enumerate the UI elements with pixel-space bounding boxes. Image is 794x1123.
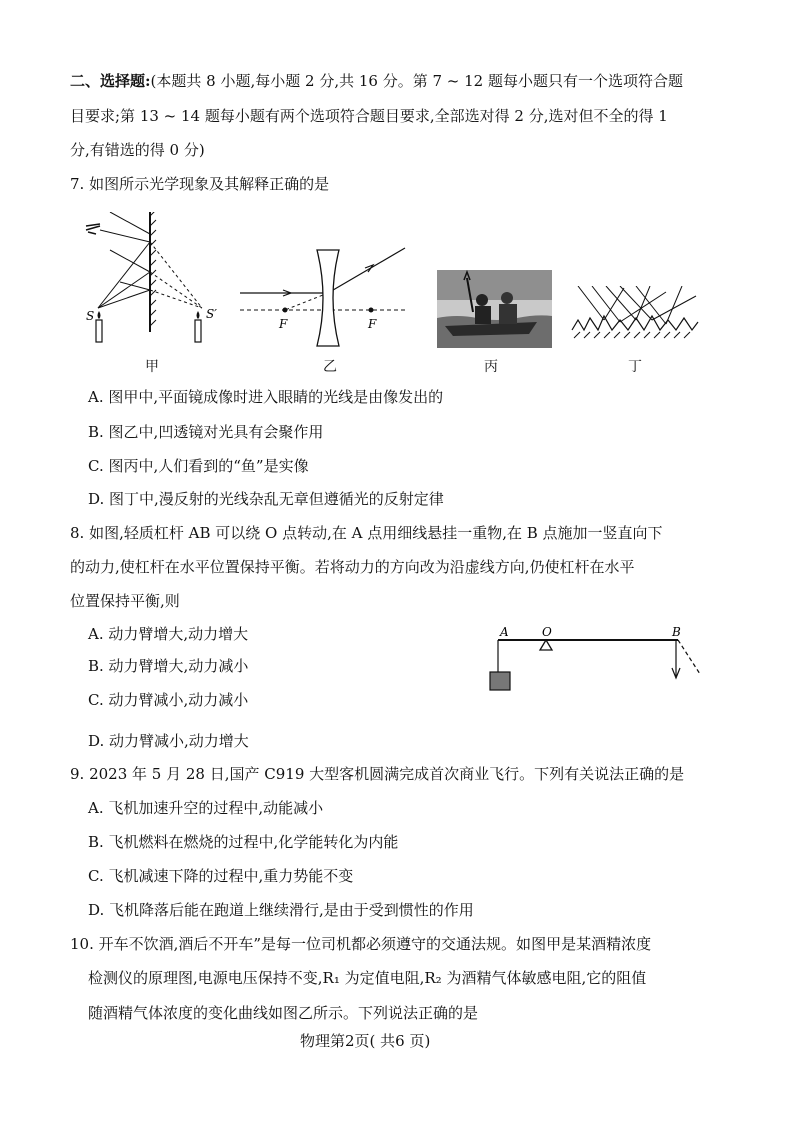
incident-ray (578, 286, 604, 320)
label-a: A (500, 625, 509, 639)
q10-stem-3: 随酒精气体浓度的变化曲线如图乙所示。下列说法正确的是 (88, 1004, 479, 1022)
reflected-ray (620, 292, 666, 322)
q8-stem-1: 8. 如图,轻质杠杆 AB 可以绕 O 点转动,在 A 点用细线悬挂一重物,在 B 点施加一竖直向下 (70, 524, 663, 542)
q10-stem-2: 检测仪的原理图,电源电压保持不变,R₁ 为定值电阻,R₂ 为酒精气体敏感电阻,它的阻值 (88, 969, 647, 987)
q8-option-c: C. 动力臂减小,动力减小 (88, 691, 249, 709)
flame-icon (197, 311, 200, 319)
force-dashed (678, 640, 700, 674)
person-body (475, 306, 491, 324)
label-f-right: F (368, 317, 377, 331)
label-b: B (672, 625, 681, 639)
q7-option-d: D. 图丁中,漫反射的光线杂乱无章但遵循光的反射定律 (88, 490, 444, 508)
label-s-prime: S′ (206, 307, 217, 321)
eye-icon (86, 224, 100, 234)
reflected-ray (636, 286, 650, 320)
candle-s-prime (195, 320, 201, 342)
reflected-ray (604, 288, 624, 320)
section-heading: 二、选择题: (70, 72, 151, 90)
q8-lever-figure (486, 620, 706, 698)
incident-ray (620, 286, 652, 320)
person-body (499, 304, 517, 324)
q9-option-b: B. 飞机燃料在燃烧的过程中,化学能转化为内能 (88, 833, 399, 851)
q7-figure-yi (235, 238, 410, 348)
section-intro-1: (本题共 8 小题,每小题 2 分,共 16 分。第 7 ~ 12 题每小题只有一个选项符合题 (150, 72, 683, 90)
q8-option-b: B. 动力臂增大,动力减小 (88, 657, 249, 675)
label-f-left: F (279, 317, 288, 331)
q7-figure-jia (80, 212, 230, 347)
section-intro-2: 目要求;第 13 ~ 14 题每小题有两个选项符合题目要求,全部选对得 2 分,选对但不全的得 1 (70, 107, 668, 125)
q7-stem: 7. 如图所示光学现象及其解释正确的是 (70, 175, 330, 193)
section-intro-3: 分,有错选的得 0 分) (70, 141, 205, 159)
q8-option-d: D. 动力臂减小,动力增大 (88, 732, 249, 750)
ray (98, 242, 150, 308)
virtual-ray (150, 242, 202, 308)
virtual-ray (285, 293, 328, 310)
q9-option-c: C. 飞机减速下降的过程中,重力势能不变 (88, 867, 354, 885)
surface-hatching (574, 332, 690, 338)
flame-icon (98, 311, 101, 319)
q7-fig-label-yi: 乙 (323, 359, 337, 375)
label-o: O (542, 625, 552, 639)
ray (120, 282, 150, 290)
ray (110, 212, 150, 234)
q7-option-a: A. 图甲中,平面镜成像时进入眼睛的光线是由像发出的 (88, 388, 444, 406)
person-head (476, 294, 488, 306)
q7-figure-ding (570, 286, 700, 348)
q7-option-b: B. 图乙中,凹透镜对光具有会聚作用 (88, 423, 324, 441)
page-footer: 物理第2页( 共6 页) (300, 1032, 431, 1050)
q8-option-a: A. 动力臂增大,动力增大 (88, 625, 249, 643)
q7-figure-bing (437, 270, 552, 348)
q9-stem: 9. 2023 年 5 月 28 日,国产 C919 大型客机圆满完成首次商业飞行。下列有关说法正确的是 (70, 765, 685, 783)
label-s: S (86, 309, 95, 323)
virtual-ray (150, 272, 202, 308)
candle-s (96, 320, 102, 342)
rough-surface (572, 316, 698, 330)
section-header-line-1 (70, 71, 683, 91)
ray (110, 250, 150, 272)
concave-lens (317, 250, 339, 346)
q7-fig-label-bing: 丙 (484, 359, 498, 375)
focus-left (283, 308, 288, 313)
person-head (501, 292, 513, 304)
q7-fig-label-ding: 丁 (628, 359, 642, 375)
q9-option-d: D. 飞机降落后能在跑道上继续滑行,是由于受到惯性的作用 (88, 901, 474, 919)
q7-option-c: C. 图丙中,人们看到的“鱼”是实像 (88, 457, 309, 475)
virtual-ray (150, 290, 202, 308)
ray (100, 230, 150, 242)
ray (98, 290, 150, 308)
q8-stem-2: 的动力,使杠杆在水平位置保持平衡。若将动力的方向改为沿虚线方向,仍使杠杆在水平 (70, 558, 635, 576)
reflected-ray (652, 296, 696, 320)
q7-fig-label-jia: 甲 (145, 359, 159, 375)
q10-stem-1: 10. 开车不饮酒,酒后不开车”是每一位司机都必须遵守的交通法规。如图甲是某酒精浓度 (70, 935, 652, 953)
q8-stem-3: 位置保持平衡,则 (70, 592, 180, 610)
q9-option-a: A. 飞机加速升空的过程中,动能减小 (88, 799, 324, 817)
sky (437, 270, 552, 300)
weight-block (490, 672, 510, 690)
fulcrum-o (540, 640, 552, 650)
focus-right (369, 308, 374, 313)
ray (98, 272, 150, 308)
refracted-ray (328, 248, 405, 293)
